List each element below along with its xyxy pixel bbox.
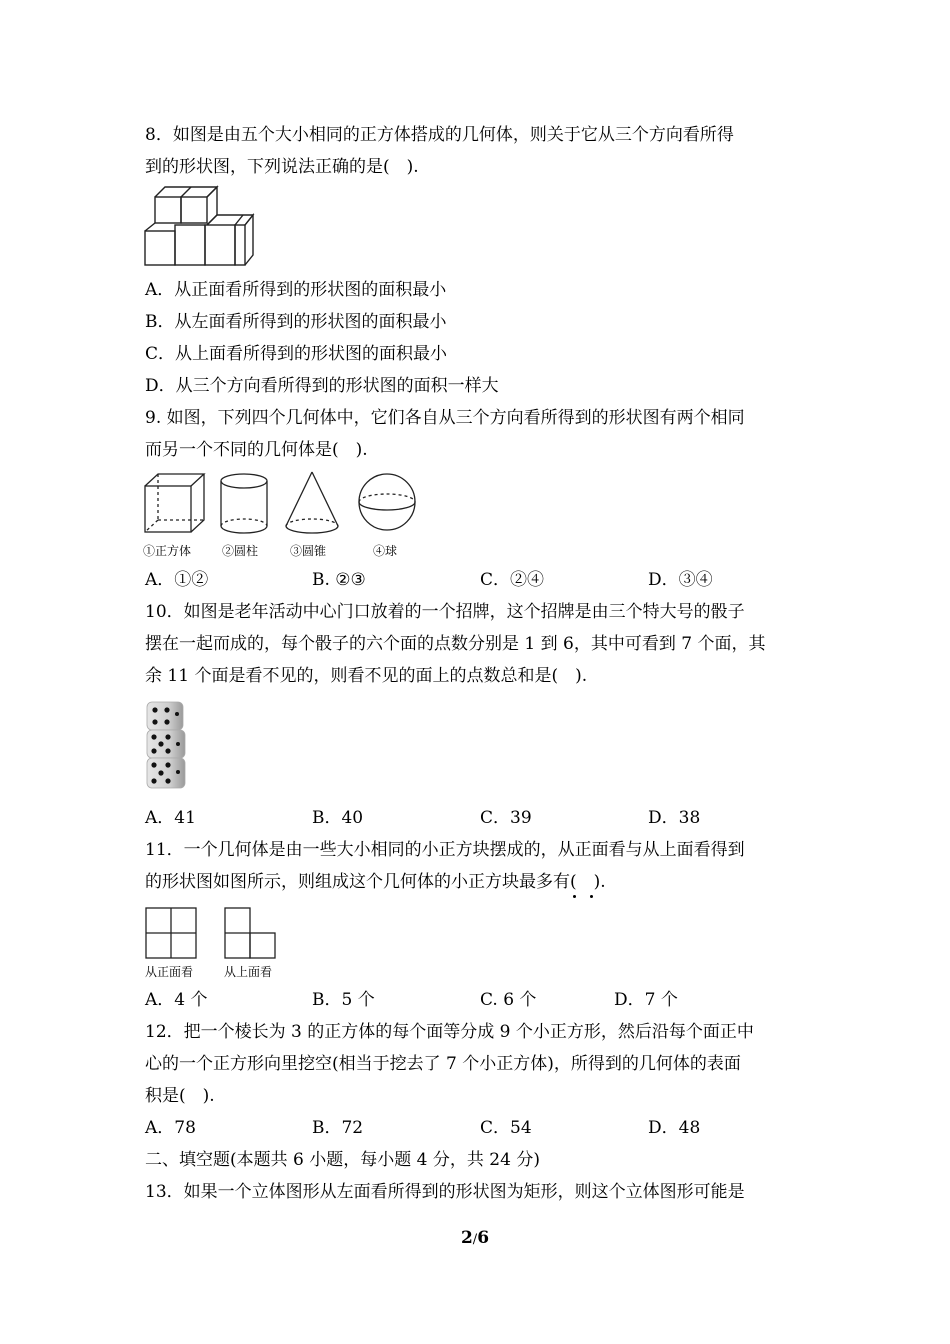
cone-shape [286,472,338,533]
q8-option-d[interactable]: D．从三个方向看所得到的形状图的面积一样大 [145,376,499,396]
q11-option-d[interactable]: D．7 个 [614,990,678,1010]
section-heading: 二、填空题(本题共 6 小题，每小题 4 分，共 24 分) [145,1150,540,1170]
q11-option-b[interactable]: B．5 个 [312,990,375,1010]
q11-stem-line2-end: 有( ). [553,872,606,892]
q9-caption-cone: ③圆锥 [290,544,327,558]
q10-stem-line2: 摆在一起而成的，每个骰子的六个面的点数分别是 1 到 6，其中可看到 7 个面，其 [145,634,766,654]
emphasis-dot [573,895,576,898]
q12-stem-line2: 心的一个正方形向里挖空(相当于挖去了 7 个小正方体)，所得到的几何体的表面 [145,1054,741,1074]
q9-option-a[interactable]: A．①② [145,570,209,590]
q11-stem-line1: 11．一个几何体是由一些大小相同的小正方块摆成的，从正面看与从上面看得到 [145,840,745,860]
q9-caption-cube: ①正方体 [143,544,192,558]
q11-caption-front: 从正面看 [145,965,194,979]
q11-stem-line2 [145,872,606,892]
q9-caption-sphere: ④球 [373,544,398,558]
q12-option-d[interactable]: D．48 [648,1118,701,1138]
q12-option-c[interactable]: C．54 [480,1118,532,1138]
q12-stem-line3: 积是( ). [145,1086,215,1106]
q9-option-b[interactable]: B. ②③ [312,570,366,590]
q8-stem-line1: 8．如图是由五个大小相同的正方体搭成的几何体，则关于它从三个方向看所得 [145,125,734,145]
q9-caption-cylinder: ②圆柱 [222,544,259,558]
page-separator: / [472,1232,478,1247]
page-current: 2 [460,1228,473,1248]
q10-option-b[interactable]: B．40 [312,808,364,828]
q8-option-a[interactable]: A．从正面看所得到的形状图的面积最小 [145,280,447,300]
q10-dice-figure [143,700,189,790]
q8-option-c[interactable]: C．从上面看所得到的形状图的面积最小 [145,344,448,364]
q13-stem-line1: 13．如果一个立体图形从左面看所得到的形状图为矩形，则这个立体图形可能是 [145,1182,745,1202]
cylinder-shape [221,474,267,533]
q10-option-a[interactable]: A．41 [145,808,196,828]
q10-option-d[interactable]: D．38 [648,808,701,828]
q11-option-c[interactable]: C. 6 个 [480,990,537,1010]
q10-option-c[interactable]: C．39 [480,808,532,828]
sphere-shape [359,474,415,530]
q11-emphasis-most: 最多 [519,872,553,892]
q12-option-b[interactable]: B．72 [312,1118,364,1138]
q8-option-b[interactable]: B．从左面看所得到的形状图的面积最小 [145,312,447,332]
q11-stem-line2-start: 的形状图如图所示，则组成这个几何体的小正方块 [145,872,519,892]
q9-option-c[interactable]: C．②④ [480,570,545,590]
q11-option-a[interactable]: A．4 个 [145,990,208,1010]
q12-option-a[interactable]: A．78 [145,1118,196,1138]
cube-shape [145,474,204,532]
page-number [0,1228,950,1248]
q9-stem-line2: 而另一个不同的几何体是( ). [145,440,368,460]
q8-cube-figure [143,185,255,269]
emphasis-dot [590,895,593,898]
q10-stem-line3: 余 11 个面是看不见的，则看不见的面上的点数总和是( ). [145,666,588,686]
q9-option-d[interactable]: D．③④ [648,570,713,590]
q9-solids-figure [142,470,422,536]
q10-stem-line1: 10．如图是老年活动中心门口放着的一个招牌，这个招牌是由三个特大号的骰子 [145,602,745,622]
q8-stem-line2: 到的形状图，下列说法正确的是( ). [145,157,419,177]
q12-stem-line1: 12．把一个棱长为 3 的正方体的每个面等分成 9 个小正方形，然后沿每个面正中 [145,1022,754,1042]
q11-caption-top: 从上面看 [224,965,273,979]
page-total: 6 [477,1228,490,1248]
q11-views-figure [145,907,280,963]
q9-stem-line1: 9. 如图，下列四个几何体中，它们各自从三个方向看所得到的形状图有两个相同 [145,408,745,428]
